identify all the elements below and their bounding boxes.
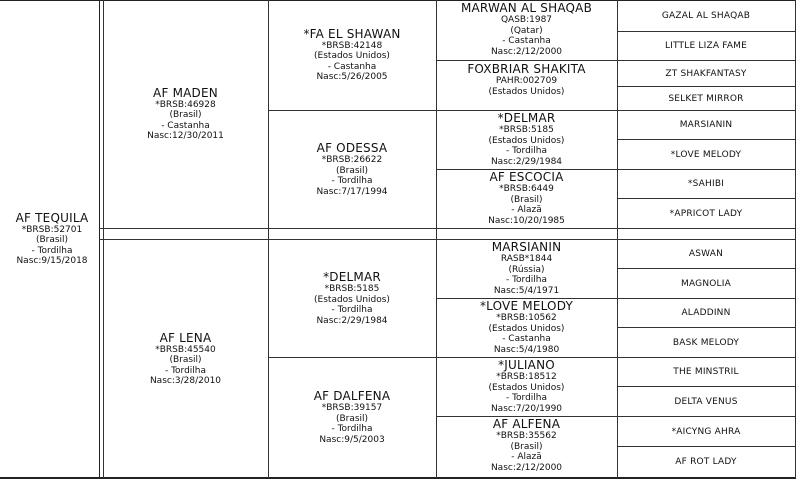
gen2-cell-0: [268, 0, 436, 110]
gen3-reg: *BRSB:18512: [496, 372, 557, 382]
gen3-reg: PAHR:002709: [495, 76, 558, 86]
gen4-name: ALADDINN: [681, 308, 731, 318]
gen2-name: AF DALFENA: [313, 389, 391, 403]
gen3-cell-2: [436, 112, 617, 169]
gen2-name: *DELMAR: [323, 270, 381, 284]
dam-cell: [103, 240, 268, 478]
gen3-color: - Castanha: [502, 334, 551, 344]
gen3-name: *JULIANO: [498, 358, 555, 372]
gen3-color: - Tordilha: [505, 146, 548, 156]
gen3-cell-5: [436, 300, 617, 357]
gen3-color: - Tordilha: [505, 275, 548, 285]
subject-reg: *BRSB:52701: [21, 224, 83, 235]
gen3-name: AF ESCOCIA: [489, 170, 564, 184]
sire-name: AF MADEN: [153, 85, 218, 100]
dam-origin: (Brasil): [169, 355, 202, 365]
gen2-color: - Tordilha: [331, 176, 373, 186]
gen4-name: SELKET MIRROR: [668, 93, 744, 104]
gen4-cell-0: [617, 1, 795, 31]
gen3-name: *DELMAR: [497, 111, 556, 125]
gen3-reg: *BRSB:5185: [499, 125, 554, 135]
gen3-reg: *BRSB:10562: [496, 313, 557, 323]
gen4-cell-6: [617, 170, 795, 198]
gen2-cell-3: [268, 358, 436, 477]
gen4-cell-14: [617, 417, 795, 446]
sire-origin: (Brasil): [169, 110, 202, 120]
gen3-reg: RASB*1844: [500, 254, 553, 264]
gen3-origin: (Estados Unidos): [488, 135, 565, 146]
subject-name: AF TEQUILA: [15, 210, 89, 225]
gen2-reg: *BRSB:26622: [321, 155, 383, 165]
gen4-cell-9: [617, 269, 795, 298]
gen4-name: BASK MELODY: [672, 337, 740, 348]
subject-cell: [0, 0, 104, 478]
gen3-cell-0: [436, 2, 617, 60]
gen4-name: ZT SHAKFANTASY: [665, 68, 747, 79]
gen2-name: AF ODESSA: [316, 141, 388, 155]
gen2-birth: Nasc:7/17/1994: [316, 186, 388, 197]
gen4-cell-8: [617, 240, 795, 268]
gen4-name: ASWAN: [688, 249, 724, 259]
gen2-cell-2: [268, 240, 436, 357]
gen3-birth: Nasc:2/12/2000: [490, 462, 563, 473]
sire-birth: Nasc:12/30/2011: [147, 131, 224, 141]
gen2-origin: (Estados Unidos): [314, 51, 390, 61]
gen3-origin: (Estados Unidos): [488, 86, 565, 97]
gen4-cell-1: [617, 32, 795, 60]
gen3-birth: Nasc:10/20/1985: [488, 215, 565, 226]
gen3-origin: (Estados Unidos): [488, 382, 565, 393]
gen3-birth: Nasc:2/29/1984: [490, 156, 563, 167]
gen2-name: *FA EL SHAWAN: [303, 26, 401, 41]
gen3-color: - Castanha: [502, 36, 551, 46]
gen3-name: MARSIANIN: [491, 240, 562, 254]
gen4-cell-3: [617, 87, 795, 110]
gen3-cell-1: [436, 63, 617, 110]
gen2-origin: (Brasil): [335, 165, 369, 176]
gen4-cell-11: [617, 328, 795, 357]
gen4-name: MAGNOLIA: [681, 278, 731, 289]
gen2-reg: *BRSB:42148: [321, 40, 383, 51]
gen3-birth: Nasc:7/20/1990: [490, 403, 563, 414]
dam-birth: Nasc:3/28/2010: [149, 376, 222, 386]
gen3-color: - Alazã: [511, 452, 542, 462]
gen4-cell-10: [617, 299, 795, 327]
gen3-birth: Nasc:2/12/2000: [490, 46, 563, 57]
gen4-name: *APRICOT LADY: [669, 208, 743, 219]
gen4-cell-12: [617, 358, 795, 386]
sire-color: - Castanha: [161, 120, 210, 131]
sep-sire: [99, 228, 796, 229]
gen4-name: *SAHIBI: [687, 179, 725, 189]
gen4-name: THE MINSTRIL: [673, 367, 739, 377]
gen3-color: - Tordilha: [505, 393, 548, 403]
gen3-name: FOXBRIAR SHAKITA: [467, 62, 586, 76]
gen2-cell-1: [268, 111, 436, 228]
gen3-origin: (Brasil): [510, 441, 543, 452]
gen2-color: - Castanha: [327, 61, 377, 72]
gen3-cell-7: [436, 418, 617, 477]
gen2-color: - Tordilha: [331, 424, 373, 434]
subject-origin: (Brasil): [35, 235, 69, 245]
gen2-birth: Nasc:5/26/2005: [316, 72, 388, 82]
gen3-origin: (Rússia): [508, 264, 545, 275]
gen3-birth: Nasc:5/4/1980: [493, 344, 560, 355]
gen4-cell-2: [617, 61, 795, 86]
gen4-name: AF ROT LADY: [675, 457, 737, 467]
gen4-cell-4: [617, 111, 795, 139]
gen3-name: AF ALFENA: [492, 417, 561, 431]
gen3-origin: (Estados Unidos): [488, 323, 565, 334]
subject-birth: Nasc:9/15/2018: [16, 256, 88, 266]
gen4-name: GAZAL AL SHAQAB: [661, 11, 751, 21]
gen4-name: DELTA VENUS: [674, 396, 738, 407]
gen4-name: LITTLE LIZA FAME: [664, 41, 748, 51]
gen2-origin: (Brasil): [335, 413, 369, 424]
gen3-origin: (Qatar): [510, 25, 543, 36]
gen4-name: MARSIANIN: [679, 120, 733, 130]
gen2-origin: (Estados Unidos): [314, 294, 390, 305]
gen4-cell-13: [617, 387, 795, 416]
gen3-origin: (Brasil): [510, 194, 543, 205]
gen3-cell-3: [436, 171, 617, 228]
gen2-birth: Nasc:9/5/2003: [319, 434, 385, 445]
gen2-reg: *BRSB:5185: [324, 284, 380, 294]
gen4-cell-15: [617, 447, 795, 477]
gen2-reg: *BRSB:39157: [321, 403, 383, 413]
subject-color: - Tordilha: [31, 245, 73, 256]
gen3-birth: Nasc:5/4/1971: [493, 285, 560, 296]
gen4-name: *LOVE MELODY: [670, 149, 742, 160]
sire-reg: *BRSB:46928: [155, 99, 216, 110]
gen3-reg: QASB:1987: [500, 15, 553, 25]
gen3-color: - Alazã: [511, 205, 542, 215]
gen3-cell-4: [436, 241, 617, 298]
gen2-color: - Tordilha: [331, 305, 373, 315]
dam-name: AF LENA: [159, 330, 212, 345]
dam-reg: *BRSB:45540: [155, 344, 216, 355]
gen4-name: *AICYNG AHRA: [671, 426, 741, 437]
gen3-cell-6: [436, 359, 617, 416]
dam-color: - Tordilha: [164, 365, 207, 376]
gen4-cell-7: [617, 199, 795, 228]
sire-cell: [103, 0, 268, 228]
gen2-birth: Nasc:2/29/1984: [316, 315, 388, 326]
gen3-reg: *BRSB:6449: [499, 184, 554, 194]
gen3-name: *LOVE MELODY: [479, 299, 574, 313]
gen3-reg: *BRSB:35562: [496, 431, 557, 441]
gen3-name: MARWAN AL SHAQAB: [460, 1, 593, 15]
gen4-cell-5: [617, 140, 795, 169]
